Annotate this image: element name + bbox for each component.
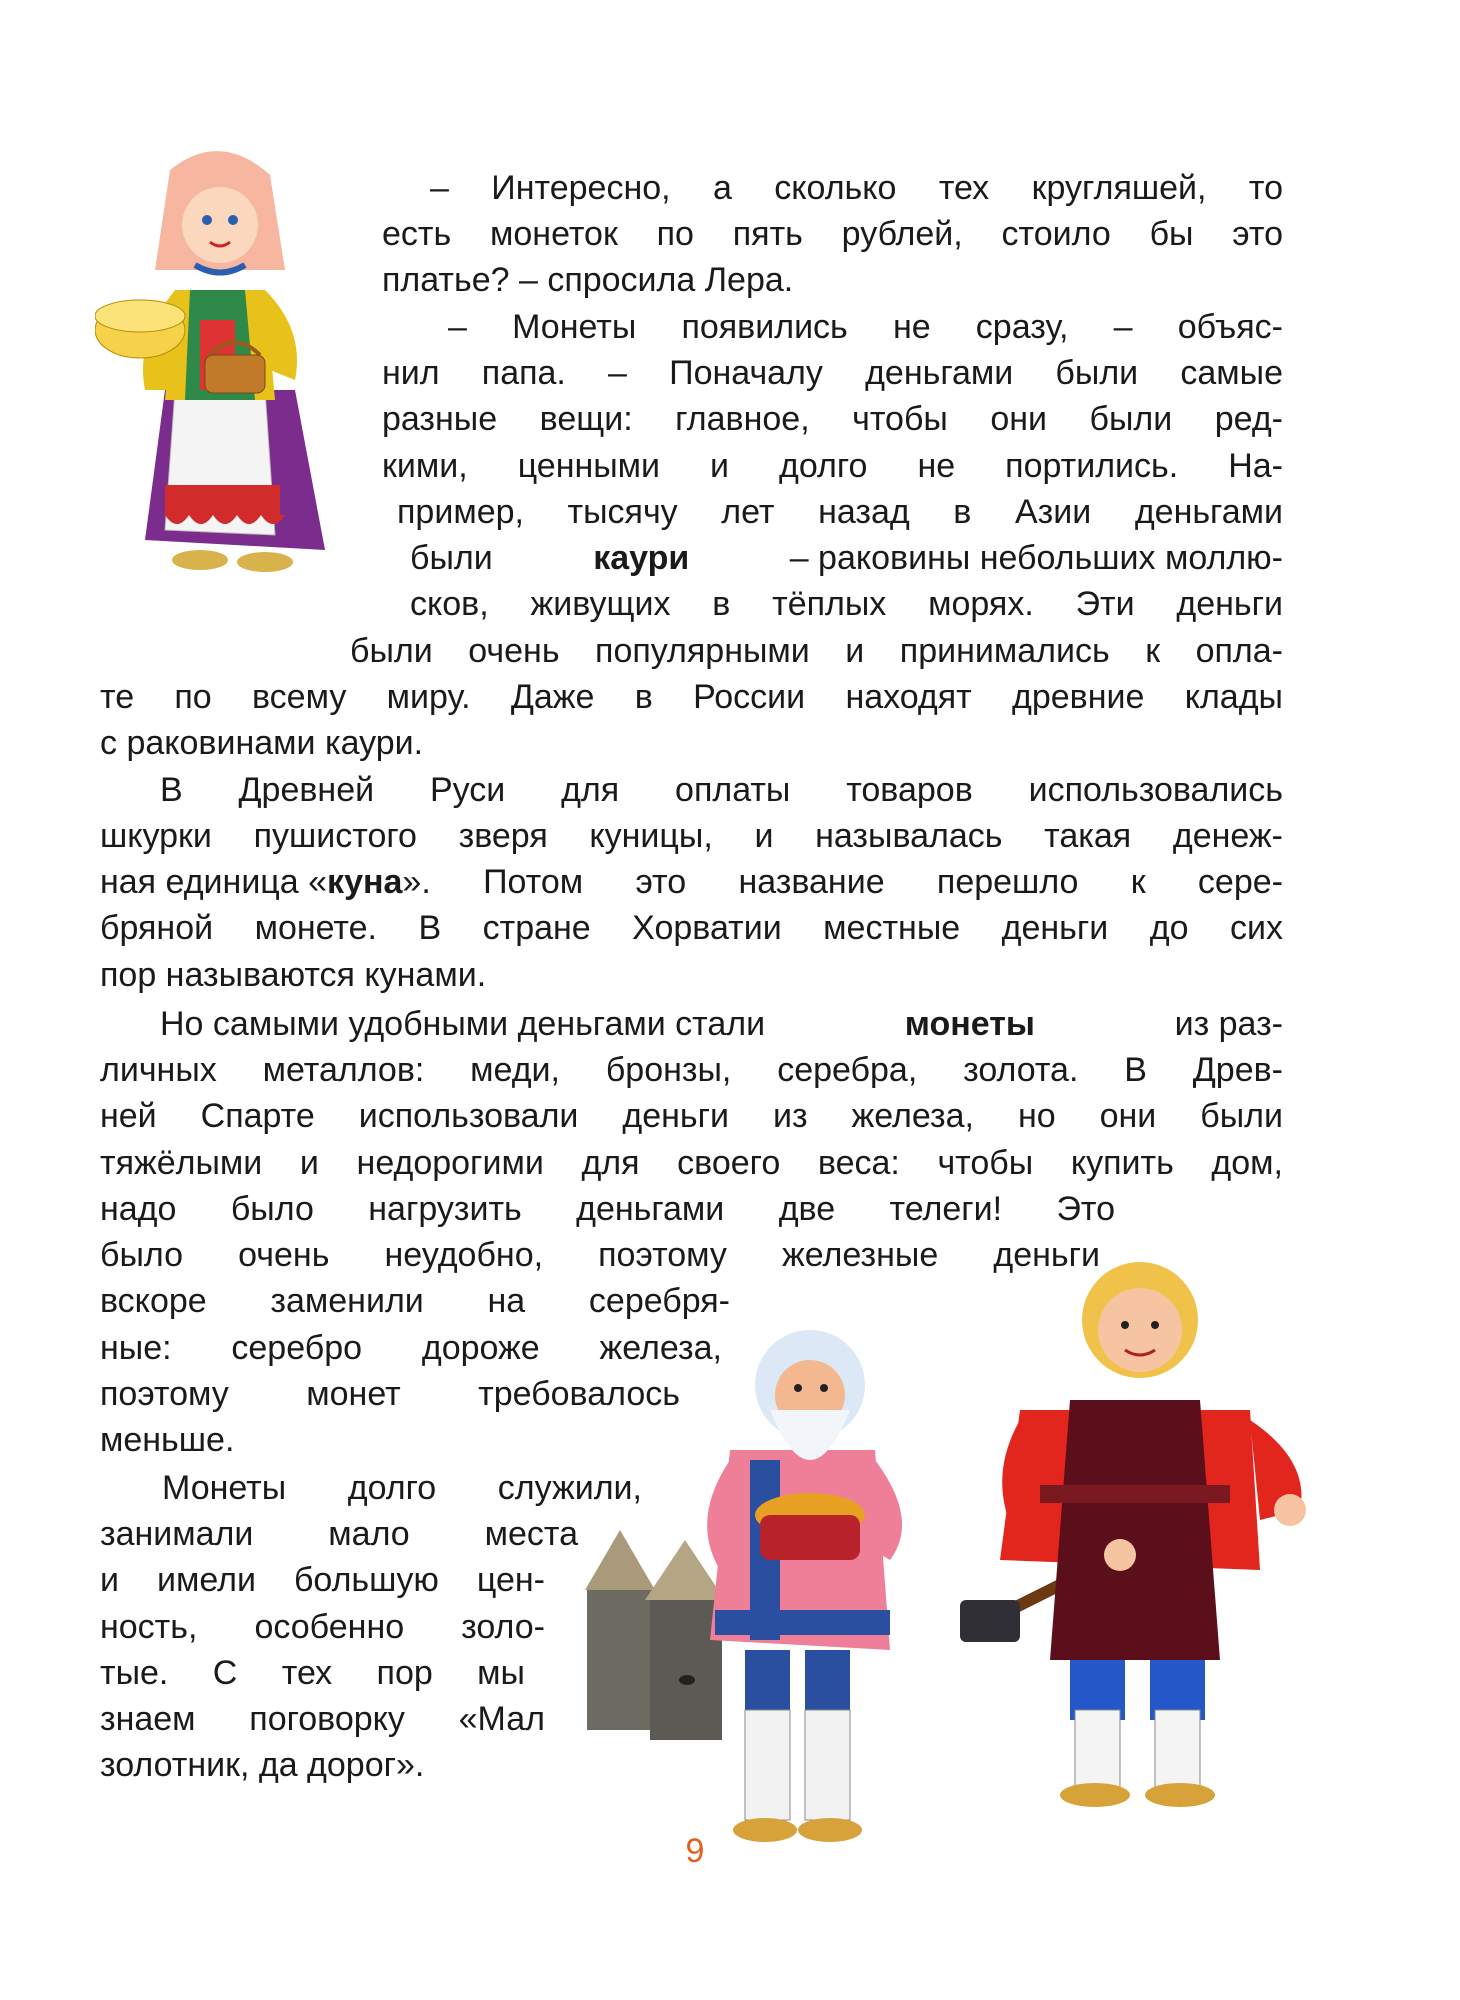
text-line-content: – Интересно, а сколько тех кругляшей, то [430,169,1283,207]
text-line [410,581,1283,627]
text-line-content: те по всему миру. Даже в России находят древние клады [100,678,1283,716]
term-kauri: каури [593,539,690,577]
text-line [448,304,1283,350]
page-number: 9 [685,1832,705,1870]
text-line [100,905,1283,951]
text-line [100,1140,1283,1186]
text-line [100,674,1283,720]
term-kuna: куна [327,863,403,901]
text-line-content: Монеты долго служили, [162,1469,642,1507]
text-line [100,1325,722,1371]
text-line [160,767,1283,813]
text-line [100,1047,1283,1093]
text-line [100,952,1283,998]
text-line [100,1093,1283,1139]
text-line [100,720,1283,766]
text-line [410,535,1283,581]
text-line [100,1186,1115,1232]
blacksmith-illustration [960,1230,1380,1830]
text-line-content: кими, ценными и долго не портились. На- [382,447,1283,485]
text-line [100,859,1283,905]
text-line [382,443,1283,489]
old-man-illustration [690,1310,940,1850]
text-line-content: ная единица « [100,863,328,901]
text-line-content: занимали мало места [100,1515,578,1553]
text-line-content: с раковинами каури. [100,724,424,762]
text-line-content: В Древней Руси для оплаты товаров использовались [160,771,1283,809]
text-line-content: платье? – спросила Лера. [382,261,794,299]
text-line-content: личных металлов: меди, бронзы, серебра, золота. В Древ- [100,1051,1283,1089]
text-line-content: бряной монете. В стране Хорватии местные деньги до сих [100,909,1283,947]
text-line-content: были [410,539,493,577]
text-line [430,165,1283,211]
text-line-content: разные вещи: главное, чтобы они были ред- [382,400,1283,438]
text-line-content: было очень неудобно, поэтому железные деньги [100,1236,1100,1274]
text-line-content: сков, живущих в тёплых морях. Эти деньги [410,585,1283,623]
text-line [100,1696,545,1742]
text-line-content: были очень популярными и принимались к опла- [350,632,1283,670]
text-line [100,1604,545,1650]
text-line [100,1232,1100,1278]
text-line-content: из раз- [1174,1005,1283,1043]
text-line [100,1511,578,1557]
text-line-content: золотник, да дорог». [100,1746,425,1784]
text-line-content: ные: серебро дороже железа, [100,1329,722,1367]
text-line [397,489,1283,535]
text-line-content: нил папа. – Поначалу деньгами были самые [382,354,1283,392]
text-line-content: пример, тысячу лет назад в Азии деньгами [397,493,1283,531]
text-line-content: – Монеты появились не сразу, – объяс- [448,308,1283,346]
text-line-content: тые. С тех пор мы [100,1654,525,1692]
text-line-content: тяжёлыми и недорогими для своего веса: чтобы купить дом, [100,1144,1283,1182]
text-line-content: Но самыми удобными деньгами стали [160,1005,766,1043]
text-line [100,1557,545,1603]
text-line-content: пор называются кунами. [100,956,487,994]
text-line [100,1650,525,1696]
text-line-content: знаем поговорку «Мал [100,1700,545,1738]
text-line-content: – раковины небольших моллю- [789,539,1283,577]
text-line-content: и имели большую цен- [100,1561,545,1599]
text-line-content: ней Спарте использовали деньги из железа, но они были [100,1097,1283,1135]
text-line [162,1465,642,1511]
text-line [100,1742,545,1788]
text-line [100,1278,730,1324]
term-monety: монеты [904,1005,1035,1043]
text-line-content: шкурки пушистого зверя куницы, и называлась такая денеж- [100,817,1283,855]
text-line [350,628,1283,674]
text-line-content: вскоре заменили на серебря- [100,1282,730,1320]
text-line-content: меньше. [100,1421,235,1459]
text-line [382,257,1283,303]
text-line-content: поэтому монет требовалось [100,1375,680,1413]
text-line [100,1371,680,1417]
text-line-content: есть монеток по пять рублей, стоило бы это [382,215,1283,253]
text-line-content: ность, особенно золо- [100,1608,545,1646]
text-line [100,1417,680,1463]
text-line-content: надо было нагрузить деньгами две телеги! Это [100,1190,1115,1228]
text-line [160,1001,1283,1047]
text-line [382,350,1283,396]
text-line [382,396,1283,442]
girl-illustration [95,140,365,600]
text-line-content: ». Потом это название перешло к сере- [402,863,1283,901]
text-line [382,211,1283,257]
text-line [100,813,1283,859]
